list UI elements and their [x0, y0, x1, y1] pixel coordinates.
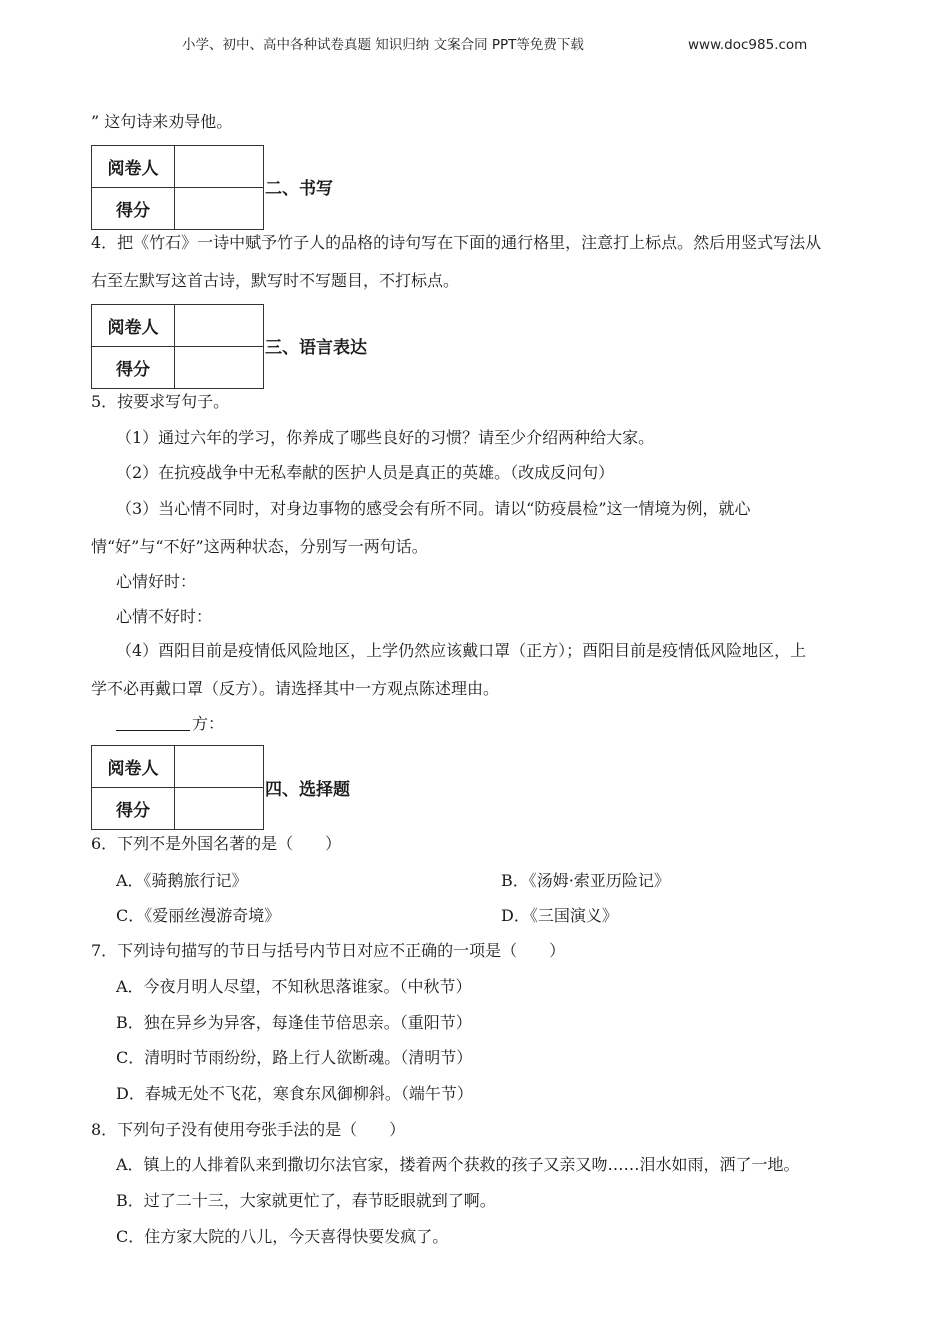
q6-stem: 6．下列不是外国名著的是（ ） — [91, 834, 342, 853]
q7-stem: 7．下列诗句描写的节日与括号内节日对应不正确的一项是（ ） — [91, 941, 566, 960]
section-title-writing: 二、书写 — [265, 179, 333, 199]
score-box-language — [91, 304, 264, 389]
score-box-writing — [91, 145, 264, 230]
good-mood-label: 心情好时： — [116, 572, 197, 591]
q5-part1: （1）通过六年的学习，你养成了哪些良好的习惯？请至少介绍两种给大家。 — [116, 428, 655, 447]
page-header-text: 小学、初中、高中各种试卷真题 知识归纳 文案合同 PPT等免费下载 — [182, 37, 584, 53]
score-cell[interactable] — [175, 788, 264, 830]
score-cell[interactable] — [175, 347, 264, 389]
q5-stem: 5．按要求写句子。 — [91, 392, 230, 411]
q5-part4-line2: 学不必再戴口罩（反方）。请选择其中一方观点陈述理由。 — [91, 679, 500, 698]
intro-tail: ” 这句诗来劝导他。 — [91, 112, 233, 131]
reviewer-label: 阅卷人 — [92, 746, 175, 788]
q5-part4-line1: （4）酉阳目前是疫情低风险地区，上学仍然应该戴口罩（正方）；酉阳目前是疫情低风险地区，上 — [116, 641, 807, 660]
q6-option-a[interactable]: A．《骑鹅旅行记》 — [116, 871, 248, 890]
q8-stem: 8．下列句子没有使用夸张手法的是（ ） — [91, 1120, 406, 1139]
bad-mood-label: 心情不好时： — [116, 607, 213, 626]
q4-line2: 右至左默写这首古诗，默写时不写题目，不打标点。 — [91, 271, 460, 290]
q8-option-c[interactable]: C．住方家大院的八儿，今天喜得快要发疯了。 — [116, 1227, 449, 1246]
q6-option-c[interactable]: C．《爱丽丝漫游奇境》 — [116, 906, 281, 925]
reviewer-label: 阅卷人 — [92, 305, 175, 347]
q5-part3-line2: 情“好”与“不好”这两种状态，分别写一两句话。 — [91, 537, 428, 556]
q8-option-a[interactable]: A．镇上的人排着队来到撒切尔法官家，搂着两个获救的孩子又亲又吻……泪水如雨，洒了一地。 — [116, 1155, 800, 1174]
page-header-site: www.doc985.com — [688, 37, 808, 53]
side-blank[interactable] — [116, 714, 190, 731]
side-answer-line — [116, 714, 224, 734]
q7-option-a[interactable]: A．今夜月明人尽望，不知秋思落谁家。（中秋节） — [116, 977, 472, 996]
score-label: 得分 — [92, 788, 175, 830]
reviewer-cell[interactable] — [175, 746, 264, 788]
q6-option-b[interactable]: B．《汤姆·索亚历险记》 — [501, 871, 670, 890]
q7-option-c[interactable]: C．清明时节雨纷纷，路上行人欲断魂。（清明节） — [116, 1048, 473, 1067]
score-label: 得分 — [92, 347, 175, 389]
q5-part2: （2）在抗疫战争中无私奉献的医护人员是真正的英雄。（改成反问句） — [116, 463, 615, 482]
score-box-choice — [91, 745, 264, 830]
section-title-language: 三、语言表达 — [265, 338, 367, 358]
reviewer-cell[interactable] — [175, 146, 264, 188]
q5-part3-line1: （3）当心情不同时，对身边事物的感受会有所不同。请以“防疫晨检”这一情境为例，就心 — [116, 499, 751, 518]
q4-line1: 4．把《竹石》一诗中赋予竹子人的品格的诗句写在下面的通行格里，注意打上标点。然后用竖式写法从 — [91, 233, 822, 252]
q7-option-d[interactable]: D．春城无处不飞花，寒食东风御柳斜。（端午节） — [116, 1084, 473, 1103]
q7-option-b[interactable]: B．独在异乡为异客，每逢佳节倍思亲。（重阳节） — [116, 1013, 472, 1032]
reviewer-cell[interactable] — [175, 305, 264, 347]
score-label: 得分 — [92, 188, 175, 230]
side-suffix: 方： — [192, 714, 225, 733]
reviewer-label: 阅卷人 — [92, 146, 175, 188]
q8-option-b[interactable]: B．过了二十三，大家就更忙了，春节眨眼就到了啊。 — [116, 1191, 496, 1210]
section-title-choice: 四、选择题 — [265, 780, 350, 800]
q6-option-d[interactable]: D．《三国演义》 — [501, 906, 618, 925]
score-cell[interactable] — [175, 188, 264, 230]
